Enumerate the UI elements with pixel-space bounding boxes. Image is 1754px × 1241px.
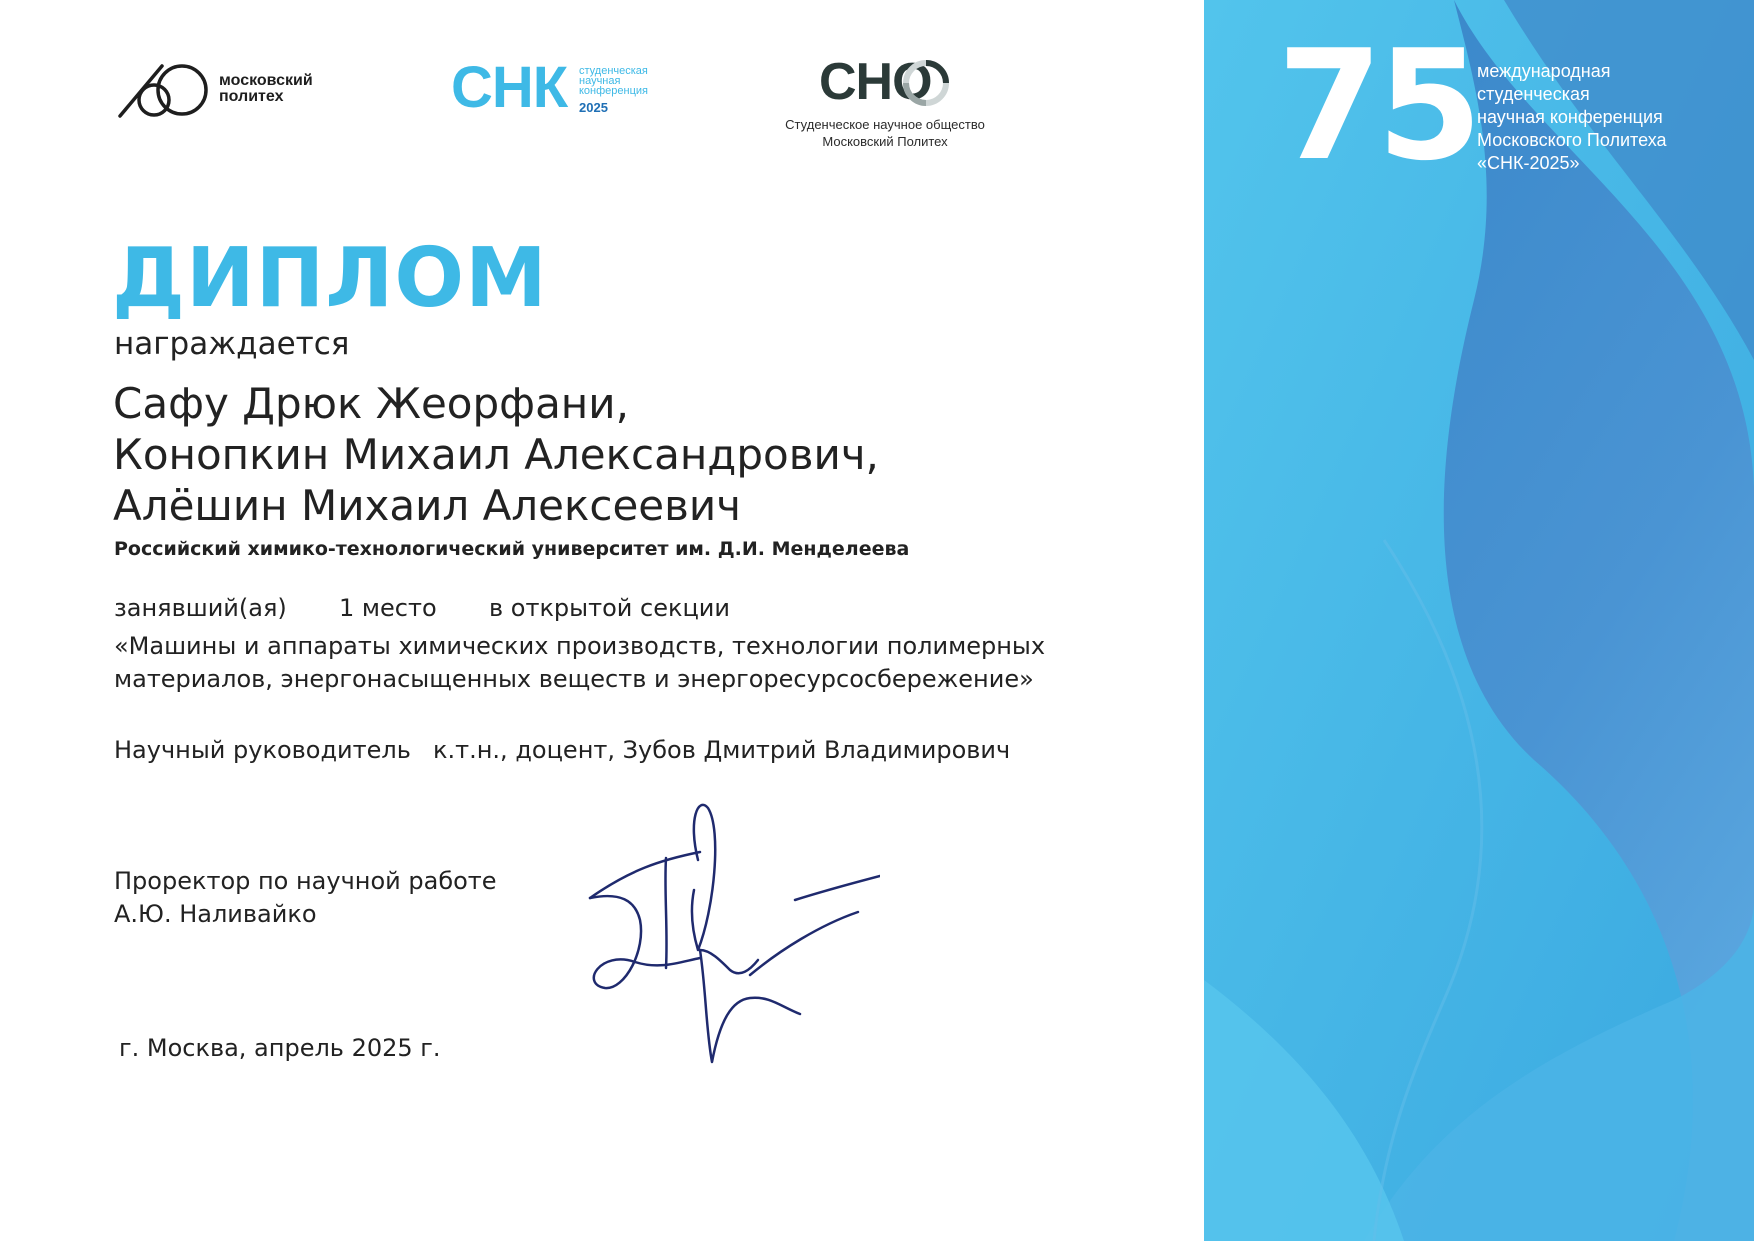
university-name: Российский химико-технологический университет им. Д.И. Менделеева bbox=[114, 538, 910, 560]
snk-abbr: СНК bbox=[451, 55, 568, 120]
conference-line: студенческая bbox=[1477, 84, 1590, 104]
snk-caption-line: конференция bbox=[579, 85, 649, 97]
place-value: 1 место bbox=[339, 594, 437, 622]
recipient-name: Сафу Дрюк Жеорфани, bbox=[113, 379, 629, 428]
conference-line: международная bbox=[1477, 61, 1611, 81]
conference-number: 75 bbox=[1277, 17, 1477, 194]
recipients-list bbox=[113, 378, 879, 531]
section-label: в открытой секции bbox=[489, 594, 730, 622]
section-line: «Машины и аппараты химических производств, технологии полимерных bbox=[114, 632, 1046, 660]
sno-caption-line: Студенческое научное общество bbox=[785, 117, 985, 132]
mospolytech-name bbox=[219, 73, 313, 105]
section-name bbox=[114, 630, 1045, 696]
snk-caption-line: студенческая bbox=[579, 65, 648, 77]
mospolytech-line: московский bbox=[219, 72, 313, 89]
supervisor-label: Научный руководитель bbox=[114, 736, 411, 764]
sno-caption-line: Московский Политех bbox=[822, 134, 948, 149]
conference-line: научная конференция bbox=[1477, 107, 1663, 127]
signatory-block bbox=[114, 865, 497, 931]
diploma-title: ДИПЛОМ bbox=[112, 231, 548, 326]
sno-circle-icon bbox=[902, 59, 950, 107]
conference-line: «СНК-2025» bbox=[1477, 153, 1580, 173]
awarded-label: награждается bbox=[114, 326, 350, 362]
recipient-name: Алёшин Михаил Алексеевич bbox=[113, 481, 741, 530]
recipient-name: Конопкин Михаил Александрович, bbox=[113, 430, 879, 479]
signatory-title: Проректор по научной работе bbox=[114, 867, 497, 895]
handwritten-signature bbox=[580, 800, 880, 1074]
place-label: занявший(ая) bbox=[114, 594, 287, 622]
signatory-name: А.Ю. Наливайко bbox=[114, 900, 317, 928]
snk-year: 2025 bbox=[579, 100, 608, 115]
section-line: материалов, энергонасыщенных веществ и энергоресурсосбережение» bbox=[114, 665, 1034, 693]
signature-icon bbox=[580, 800, 880, 1070]
conference-description bbox=[1477, 60, 1667, 175]
supervisor-name: к.т.н., доцент, Зубов Дмитрий Владимирович bbox=[433, 736, 1011, 764]
snk-caption-line: научная bbox=[579, 75, 621, 87]
mospolytech-line: политех bbox=[219, 88, 284, 105]
snk-caption bbox=[579, 66, 648, 96]
city-date: г. Москва, апрель 2025 г. bbox=[119, 1034, 441, 1062]
sno-caption bbox=[765, 116, 1005, 150]
sixty-years-icon bbox=[118, 62, 214, 120]
conference-line: Московского Политеха bbox=[1477, 130, 1667, 150]
sno-abbr: СНО bbox=[819, 53, 932, 111]
